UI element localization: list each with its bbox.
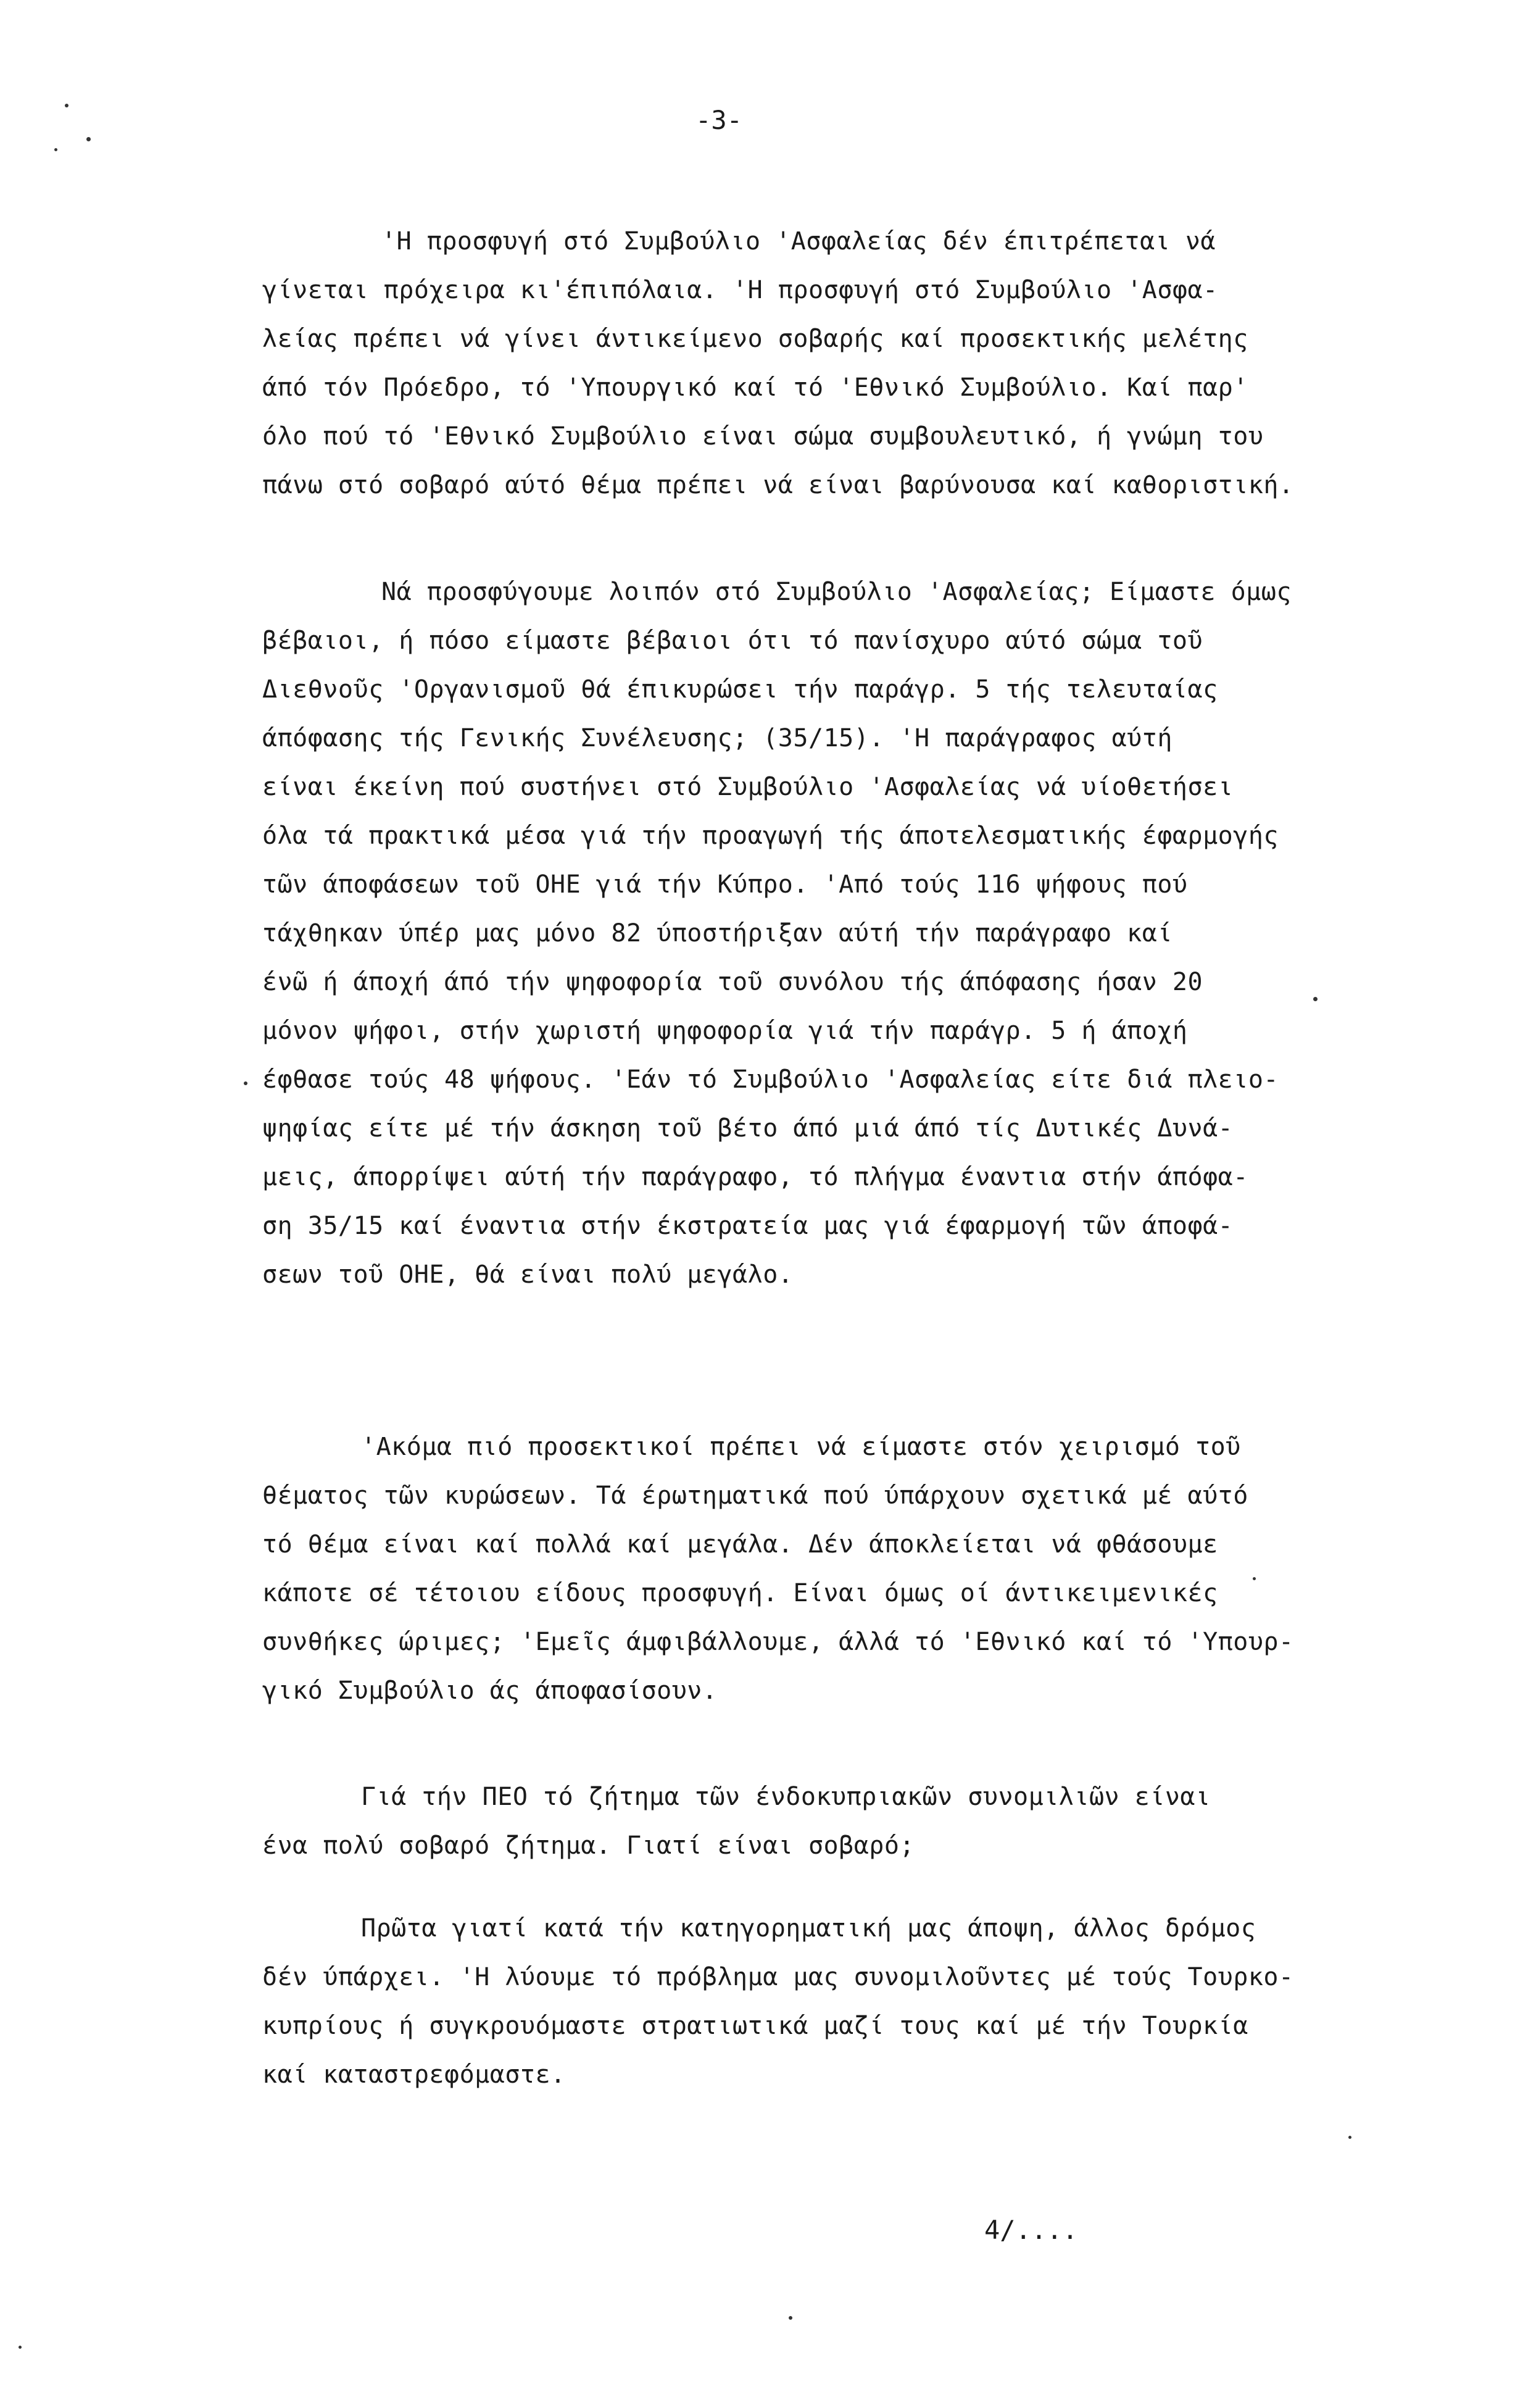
scan-speck <box>1253 1577 1256 1580</box>
text-line: ένῶ ή άποχή άπό τήν ψηφοφορία τοῦ συνόλου τής άπόφασης ήσαν 20 <box>262 968 1203 996</box>
text-line: όλο πού τό 'Εθνικό Συμβούλιο είναι σώμα συμβουλευτικό, ή γνώμη του <box>262 422 1264 451</box>
text-line: όλα τά πρακτικά μέσα γιά τήν προαγωγή τής άποτελεσματικής έφαρμογής <box>262 822 1279 850</box>
scan-speck <box>244 1081 247 1085</box>
text-line: βέβαιοι, ή πόσο είμαστε βέβαιοι ότι τό πανίσχυρο αύτό σώμα τοῦ <box>262 627 1203 655</box>
text-line: συνθήκες ώριμες; 'Εμεῖς άμφιβάλλουμε, άλλά τό 'Εθνικό καί τό 'Υπουρ- <box>262 1628 1294 1656</box>
text-line: Νά προσφύγουμε λοιπόν στό Συμβούλιο 'Ασφαλείας; Είμαστε όμως <box>381 578 1292 606</box>
page-number: -3- <box>695 105 742 135</box>
scan-speck <box>19 2346 22 2349</box>
continuation-marker: 4/.... <box>984 2215 1078 2245</box>
text-line: μεις, άπορρίψει αύτή τήν παράγραφο, τό πλήγμα έναντια στήν άπόφα- <box>262 1163 1248 1191</box>
paragraph-security-council-recourse <box>262 217 1336 510</box>
text-line: έφθασε τούς 48 ψήφους. 'Εάν τό Συμβούλιο 'Ασφαλείας είτε διά πλειο- <box>262 1065 1279 1094</box>
text-line: Διεθνοῦς 'Οργανισμοῦ θά έπικυρώσει τήν παράγρ. 5 τής τελευταίας <box>262 675 1218 704</box>
scan-speck <box>86 137 91 141</box>
text-line: δέν ύπάρχει. 'Η λύουμε τό πρόβλημα μας συνομιλοῦντες μέ τούς Τουρκο- <box>262 1963 1294 1991</box>
scan-speck <box>789 2316 792 2320</box>
text-line: 'Η προσφυγή στό Συμβούλιο 'Ασφαλείας δέν έπιτρέπεται νά <box>381 227 1216 256</box>
text-line: μόνον ψήφοι, στήν χωριστή ψηφοφορία γιά τήν παράγρ. 5 ή άποχή <box>262 1017 1188 1045</box>
text-line: σεων τοῦ ΟΗΕ, θά είναι πολύ μεγάλο. <box>262 1260 794 1289</box>
text-line: ση 35/15 καί έναντια στήν έκστρατεία μας γιά έφαρμογή τῶν άποφά- <box>262 1212 1234 1240</box>
text-line: κάποτε σέ τέτοιου είδους προσφυγή. Είναι όμως οί άντικειμενικές <box>262 1579 1218 1607</box>
scan-speck <box>1313 997 1318 1001</box>
text-line: ψηφίας είτε μέ τήν άσκηση τοῦ βέτο άπό μιά άπό τίς Δυτικές Δυνά- <box>262 1114 1234 1143</box>
scan-speck <box>1348 2136 1351 2139</box>
text-line: τάχθηκαν ύπέρ μας μόνο 82 ύποστήριξαν αύτή τήν παράγραφο καί <box>262 919 1173 948</box>
text-line: καί καταστρεφόμαστε. <box>262 2060 566 2089</box>
paragraph-sanctions <box>262 1423 1336 1715</box>
text-line: πάνω στό σοβαρό αύτό θέμα πρέπει νά είναι βαρύνουσα καί καθοριστική. <box>262 471 1294 499</box>
text-line: είναι έκείνη πού συστήνει στό Συμβούλιο 'Ασφαλείας νά υίοθετήσει <box>262 773 1234 801</box>
text-line: γίνεται πρόχειρα κι'έπιπόλαια. 'Η προσφυγή στό Συμβούλιο 'Ασφα- <box>262 276 1218 304</box>
paragraph-resolution-35-15 <box>262 568 1336 1299</box>
text-line: ένα πολύ σοβαρό ζήτημα. Γιατί είναι σοβαρό; <box>262 1831 915 1860</box>
text-line: τό θέμα είναι καί πολλά καί μεγάλα. Δέν άποκλείεται νά φθάσουμε <box>262 1530 1218 1559</box>
paragraph-peo-talks <box>262 1773 1336 1870</box>
paragraph-no-other-way <box>262 1904 1336 2099</box>
scan-speck <box>54 148 57 151</box>
text-line: θέματος τῶν κυρώσεων. Τά έρωτηματικά πού ύπάρχουν σχετικά μέ αύτό <box>262 1481 1248 1510</box>
text-line: κυπρίους ή συγκρουόμαστε στρατιωτικά μαζί τους καί μέ τήν Τουρκία <box>262 2012 1248 2040</box>
text-line: Πρῶτα γιατί κατά τήν κατηγορηματική μας άποψη, άλλος δρόμος <box>361 1914 1256 1943</box>
text-line: τῶν άποφάσεων τοῦ ΟΗΕ γιά τήν Κύπρο. 'Από τούς 116 ψήφους πού <box>262 870 1188 899</box>
text-line: γικό Συμβούλιο άς άποφασίσουν. <box>262 1677 718 1705</box>
text-line: 'Ακόμα πιό προσεκτικοί πρέπει νά είμαστε στόν χειρισμό τοῦ <box>361 1433 1241 1461</box>
text-line: άπόφασης τής Γενικής Συνέλευσης; (35/15). 'Η παράγραφος αύτή <box>262 724 1173 752</box>
text-line: άπό τόν Πρόεδρο, τό 'Υπουργικό καί τό 'Εθνικό Συμβούλιο. Καί παρ' <box>262 373 1248 402</box>
text-line: λείας πρέπει νά γίνει άντικείμενο σοβαρής καί προσεκτικής μελέτης <box>262 325 1248 353</box>
text-line: Γιά τήν ΠΕΟ τό ζήτημα τῶν ένδοκυπριακῶν συνομιλιῶν είναι <box>361 1783 1211 1811</box>
scan-speck <box>65 104 68 107</box>
